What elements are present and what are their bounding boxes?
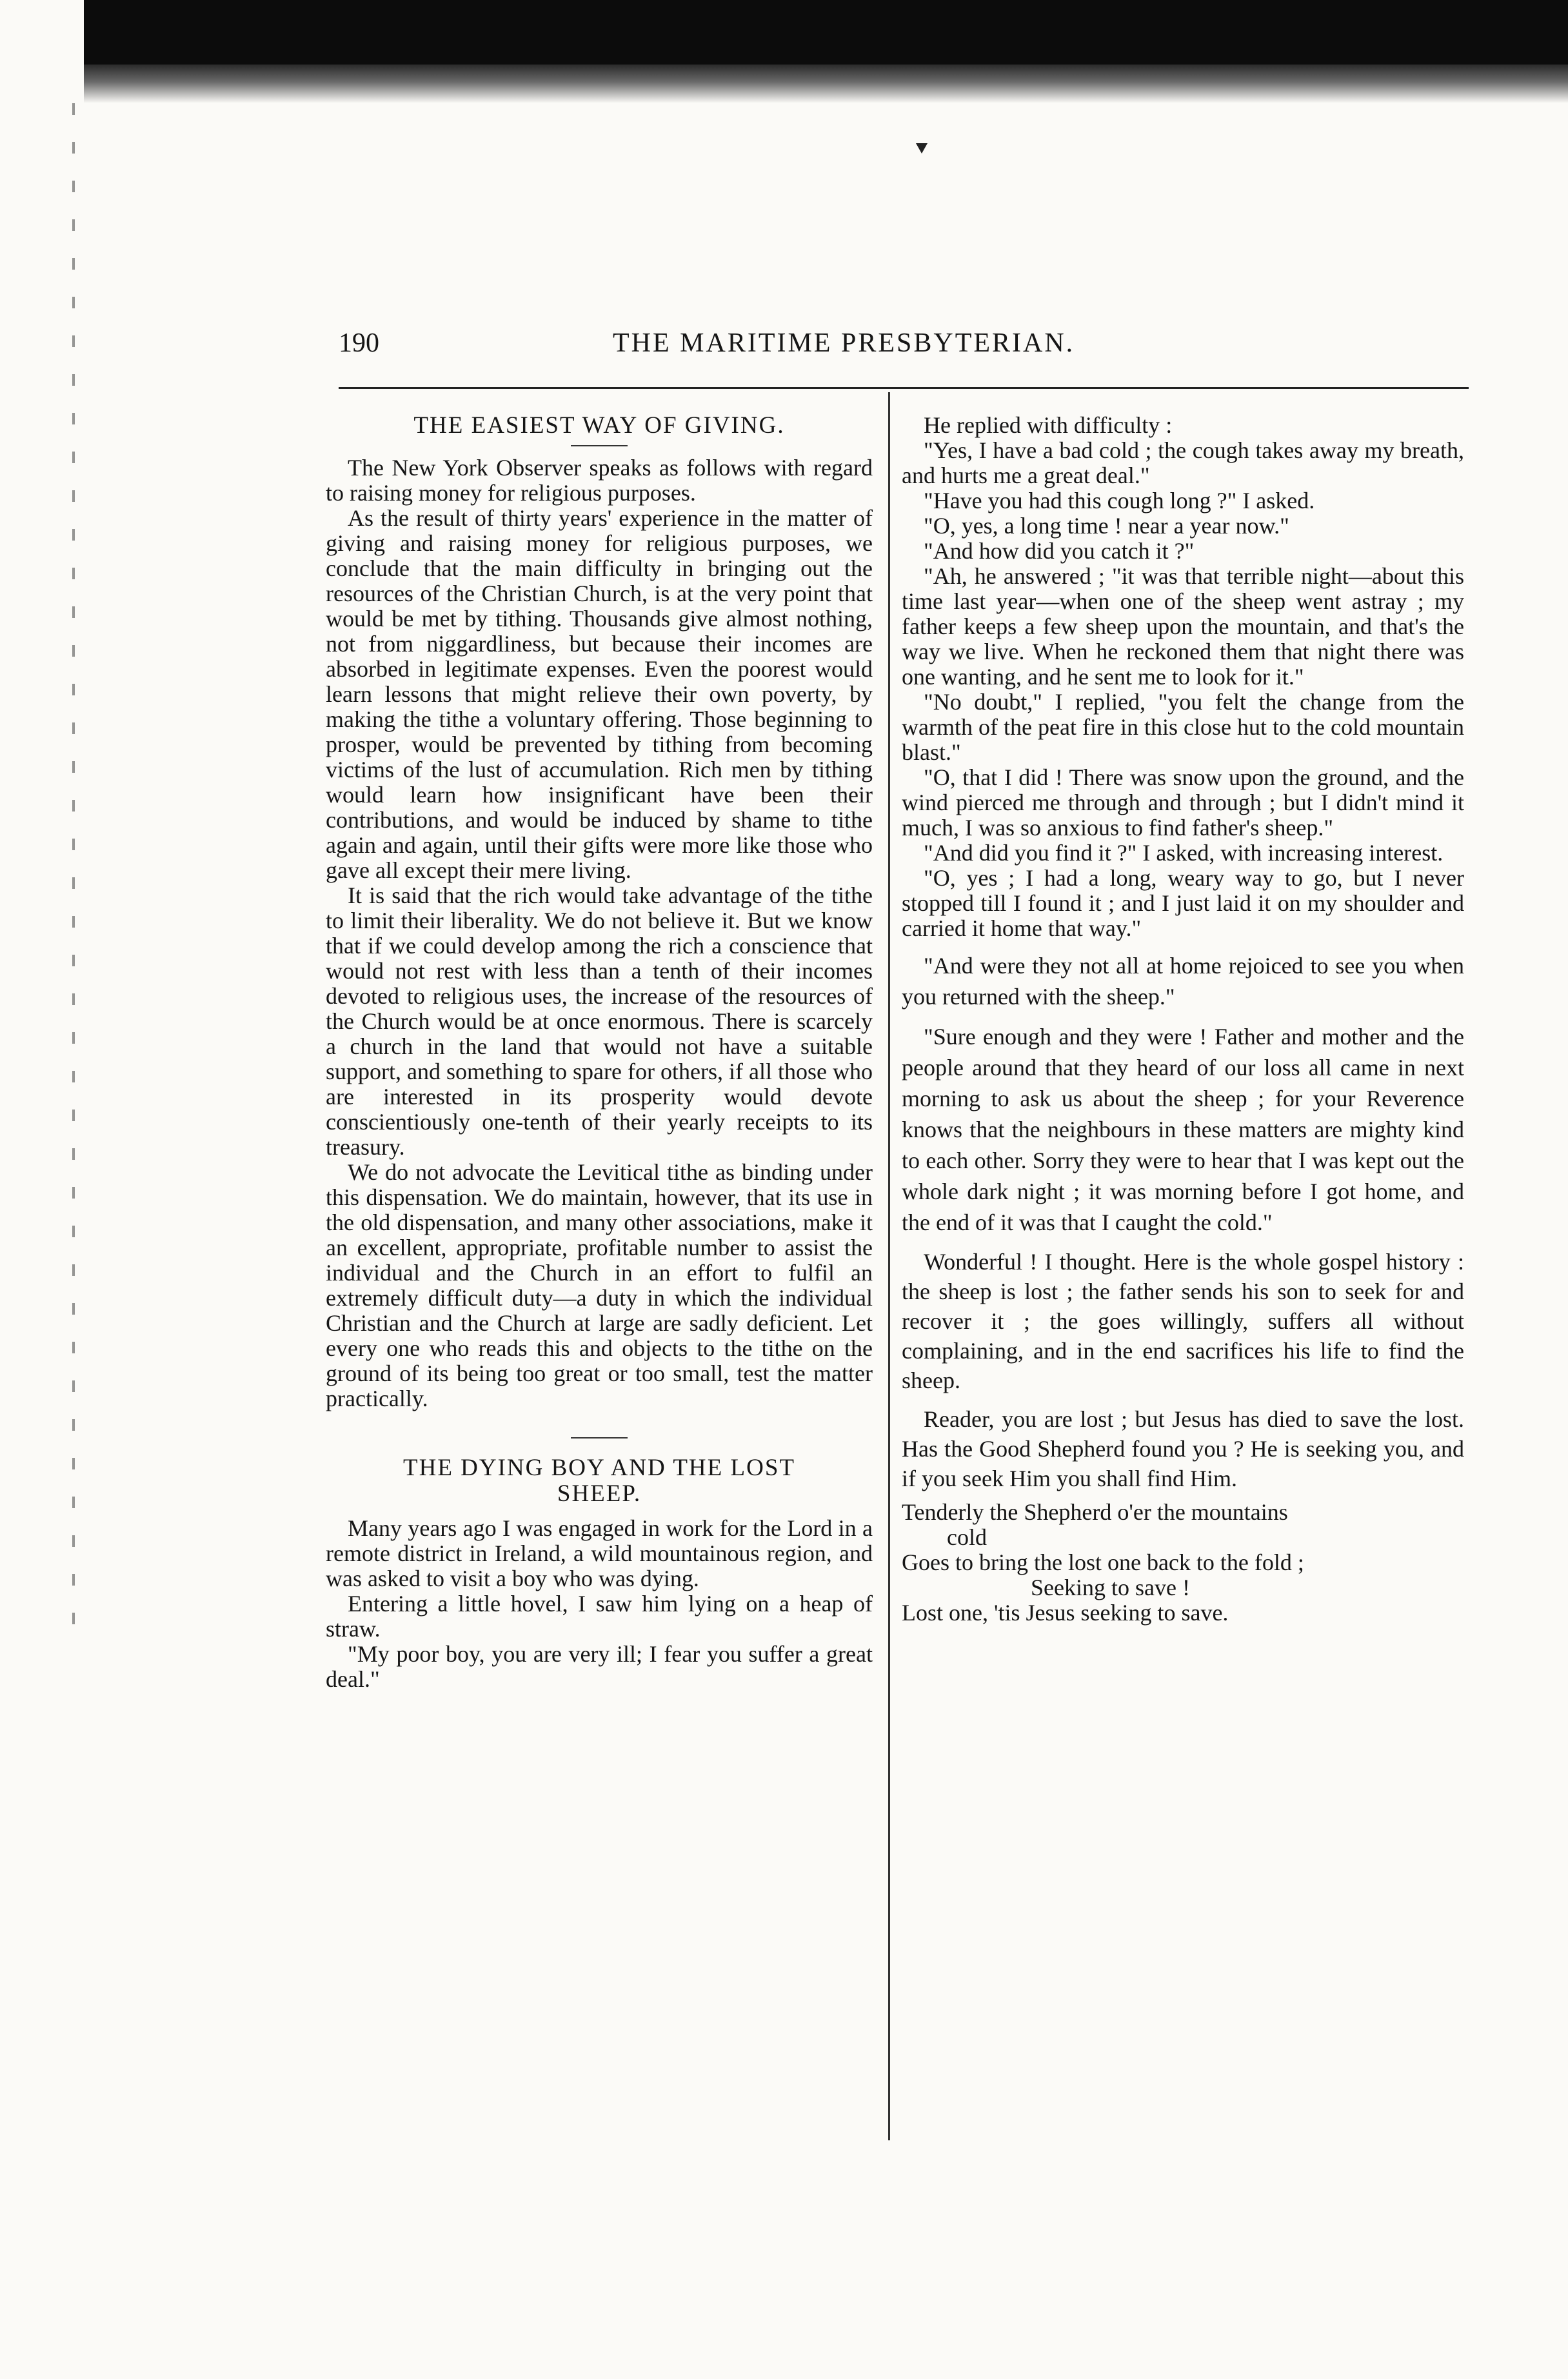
hymn-line: Goes to bring the lost one back to the fold ; — [902, 1549, 1304, 1575]
article-paragraph: The New York Observer speaks as follows with regard to raising money for religious purposes. — [326, 455, 873, 506]
story-paragraph: "No doubt," I replied, "you felt the change from the warmth of the peat fire in this close hut to the cold mountain blast." — [902, 689, 1464, 765]
article-paragraph: "My poor boy, you are very ill; I fear you suffer a great deal." — [326, 1641, 873, 1692]
page-header — [339, 328, 1480, 374]
article-title-dying-boy-line1: THE DYING BOY AND THE LOST — [403, 1455, 795, 1481]
hymn-verse — [902, 1500, 1464, 1626]
scan-edge-shadow — [84, 65, 1568, 103]
page-number: 190 — [339, 328, 379, 358]
article-paragraph: Many years ago I was engaged in work for the Lord in a remote district in Ireland, a wild mountainous region, and was asked to visit a boy who was dying. — [326, 1515, 873, 1591]
story-paragraph: "Ah, he answered ; "it was that terrible night—about this time last year—when one of the sheep went astray ; my father keeps a few sheep upon the mountain, and that's the way we live. When he reckoned them that night there was one wanting, and he sent me to look for it." — [902, 563, 1464, 690]
story-paragraph: "O, yes, a long time ! near a year now." — [924, 513, 1289, 539]
story-paragraph: "Sure enough and they were ! Father and mother and the people around that they heard of our loss all came in next morning to ask us about the sheep ; for your Reverence knows that the neighbours in these matters are mighty kind to each other. Sorry they were to hear that I was kept out the whole dark night ; it was morning before I got home, and the end of it was that I caught the cold." — [902, 1024, 1464, 1235]
page-edge-marks — [72, 103, 75, 1651]
story-paragraph: "And were they not all at home rejoiced to see you when you returned with the sheep." — [902, 953, 1464, 1010]
header-rule — [339, 387, 1469, 389]
story-paragraph: He replied with difficulty : — [924, 412, 1173, 438]
hymn-line: cold — [947, 1524, 987, 1550]
article-title-dying-boy-line2: SHEEP. — [557, 1480, 642, 1507]
title-rule — [571, 445, 628, 446]
story-paragraph: "O, that I did ! There was snow upon the ground, and the wind pierced me through and through ; but I didn't mind it much, I was so anxious to find father's sheep." — [902, 764, 1464, 841]
section-separator-rule — [571, 1437, 628, 1438]
story-paragraph: "O, yes ; I had a long, weary way to go, but I never stopped till I found it ; and I just laid it on my shoulder and carried it home that way." — [902, 865, 1464, 941]
left-column — [326, 413, 873, 1692]
article-paragraph: Entering a little hovel, I saw him lying on a heap of straw. — [326, 1591, 873, 1642]
story-paragraph: "And did you find it ?" I asked, with increasing interest. — [924, 840, 1444, 866]
story-paragraph: Reader, you are lost ; but Jesus has died to save the lost. Has the Good Shepherd found you ? He is seeking you, and if you seek Him you shall find Him. — [902, 1406, 1464, 1491]
story-paragraph: "Have you had this cough long ?" I asked. — [924, 488, 1315, 513]
article-paragraph: As the result of thirty years' experience in the matter of giving and raising money for religious purposes, we conclude that the main difficulty in bringing out the resources of the Christian Church, is at the very point that would be met by tithing. Thousands give almost nothing, not from niggardliness, but because their incomes are absorbed in legitimate expenses. Even the poorest would learn lessons that might relieve their own poverty, by making the tithe a voluntary offering. Those beginning to prosper, would be prevented by tithing from becoming victims of the lust of accumulation. Rich men by tithing would learn how insignificant have been their contributions, and would be induced by shame to tithe again and again, until their gifts were more like those who gave all except their mere living. — [326, 505, 873, 883]
article-paragraph: It is said that the rich would take advantage of the tithe to limit their liberality. We do not believe it. But we know that if we could develop among the rich a conscience that would not rest with less than a tenth of their incomes devoted to religious uses, the increase of the resources of the Church would be at once enormous. There is scarcely a church in the land that would not have a suitable support, and something to spare for others, if all those who are interested in its prosperity would devote conscientiously one-tenth of their yearly receipts to its treasury. — [326, 882, 873, 1160]
article-title-easiest-way: THE EASIEST WAY OF GIVING. — [413, 412, 785, 439]
hymn-line: Seeking to save ! — [1031, 1575, 1190, 1600]
article-paragraph: We do not advocate the Levitical tithe as binding under this dispensation. We do maintain, however, that its use in the old dispensation, and many other associations, make it an excellent, appropriate, profitable number to assist the individual and the Church in an effort to fulfil an extremely difficult duty—a duty in which the individual Christian and the Church at large are sadly deficient. Let every one who reads this and objects to the tithe on the ground of its being too great or too small, test the matter practically. — [326, 1159, 873, 1411]
journal-title: THE MARITIME PRESBYTERIAN. — [613, 328, 1075, 358]
story-paragraph: "And how did you catch it ?" — [924, 538, 1195, 564]
story-paragraph: "Yes, I have a bad cold ; the cough takes away my breath, and hurts me a great deal." — [902, 437, 1464, 488]
hymn-line: Lost one, 'tis Jesus seeking to save. — [902, 1600, 1229, 1626]
scan-dark-band — [84, 0, 1568, 71]
column-divider — [888, 392, 890, 2140]
hymn-line: Tenderly the Shepherd o'er the mountains — [902, 1499, 1288, 1525]
scan-mark-icon — [916, 143, 928, 154]
right-column — [902, 413, 1464, 1626]
story-paragraph: Wonderful ! I thought. Here is the whole gospel history : the sheep is lost ; the father sends his son to seek for and recover it ; the goes willingly, suffers all without complaining, and in the end sacrifices his life to find the sheep. — [902, 1249, 1464, 1393]
